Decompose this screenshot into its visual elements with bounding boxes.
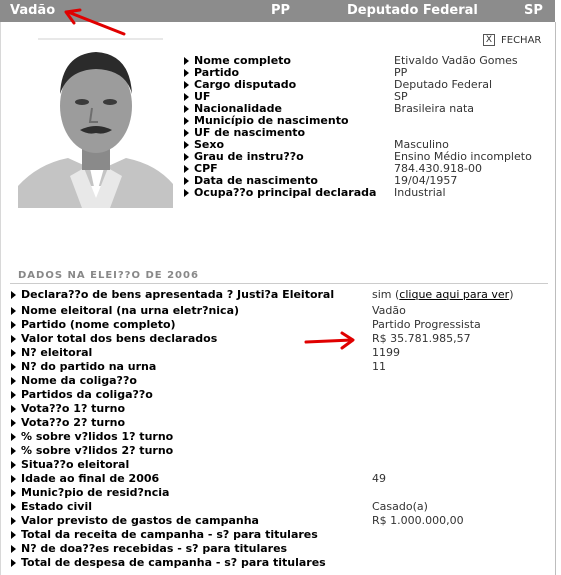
detail-label: Nome da coliga??o — [21, 374, 137, 387]
triangle-right-icon — [184, 93, 189, 101]
detail-value: R$ 1.000.000,00 — [372, 514, 464, 527]
close-button[interactable] — [483, 34, 541, 46]
triangle-right-icon — [11, 307, 16, 315]
triangle-right-icon — [184, 165, 189, 173]
detail-label: Total de despesa de campanha - s? para titulares — [21, 556, 326, 569]
detail-value — [372, 288, 514, 302]
profile-label: Data de nascimento — [194, 174, 318, 187]
section-divider — [10, 283, 548, 284]
detail-row — [11, 486, 169, 500]
profile-value: Ensino Médio incompleto — [394, 150, 532, 163]
section-title: DADOS NA ELEI??O DE 2006 — [18, 270, 199, 281]
triangle-right-icon — [11, 391, 16, 399]
triangle-right-icon — [184, 141, 189, 149]
detail-row — [11, 542, 287, 556]
triangle-right-icon — [11, 545, 16, 553]
detail-label: % sobre v?lidos 2? turno — [21, 444, 174, 457]
detail-row-declaration — [11, 288, 514, 302]
detail-row — [11, 374, 137, 388]
detail-value: Partido Progressista — [372, 318, 481, 331]
profile-value: Etivaldo Vadão Gomes — [394, 54, 518, 67]
profile-label: Nacionalidade — [194, 102, 282, 115]
profile-label: Sexo — [194, 138, 225, 151]
detail-label: Munic?pio de resid?ncia — [21, 486, 170, 499]
triangle-right-icon — [11, 363, 16, 371]
triangle-right-icon — [11, 349, 16, 357]
detail-label: Partidos da coliga??o — [21, 388, 153, 401]
triangle-right-icon — [11, 433, 16, 441]
profile-label: UF de nascimento — [194, 126, 306, 139]
detail-label: N? de doa??es recebidas - s? para titulares — [21, 542, 288, 555]
profile-value: Brasileira nata — [394, 102, 475, 115]
detail-label: Declara??o de bens apresentada ? Justi?a Eleitoral — [21, 288, 335, 301]
detail-row — [11, 472, 386, 486]
profile-label: Grau de instru??o — [194, 150, 304, 163]
triangle-right-icon — [11, 377, 16, 385]
detail-row — [11, 332, 471, 346]
detail-row — [11, 318, 481, 332]
triangle-right-icon — [184, 69, 189, 77]
detail-label: Idade ao final de 2006 — [21, 472, 160, 485]
profile-value: 784.430.918-00 — [394, 162, 482, 175]
detail-label: Vota??o 2? turno — [21, 416, 126, 429]
profile-label: Partido — [194, 66, 240, 79]
detail-row — [11, 346, 400, 360]
detail-row — [11, 556, 326, 570]
triangle-right-icon — [11, 461, 16, 469]
profile-label: UF — [194, 90, 211, 103]
detail-label: % sobre v?lidos 1? turno — [21, 430, 174, 443]
detail-row — [11, 360, 386, 374]
detail-value: 49 — [372, 472, 386, 485]
detail-label: Total da receita de campanha - s? para titulares — [21, 528, 318, 541]
detail-value: Casado(a) — [372, 500, 428, 513]
profile-value: Masculino — [394, 138, 449, 151]
detail-value: 11 — [372, 360, 386, 373]
triangle-right-icon — [11, 559, 16, 567]
detail-row — [11, 528, 318, 542]
profile-value: Industrial — [394, 186, 446, 199]
detail-label: Valor total dos bens declarados — [21, 332, 218, 345]
party-abbrev: PP — [271, 3, 291, 18]
triangle-right-icon — [11, 291, 16, 299]
triangle-right-icon — [11, 447, 16, 455]
detail-label: Situa??o eleitoral — [21, 458, 130, 471]
detail-row — [11, 514, 464, 528]
office-title: Deputado Federal — [347, 3, 478, 18]
profile-value: Deputado Federal — [394, 78, 493, 91]
detail-row — [11, 388, 153, 402]
profile-label: CPF — [194, 162, 218, 175]
triangle-right-icon — [11, 503, 16, 511]
profile-label: Município de nascimento — [194, 114, 349, 127]
detail-value: R$ 35.781.985,57 — [372, 332, 471, 345]
detail-value: 1199 — [372, 346, 400, 359]
triangle-right-icon — [11, 321, 16, 329]
detail-label: Nome eleitoral (na urna eletr?nica) — [21, 304, 240, 317]
profile-value: SP — [394, 90, 408, 103]
triangle-right-icon — [184, 105, 189, 113]
declaration-suffix: ) — [509, 288, 514, 301]
close-icon[interactable]: X — [483, 34, 495, 46]
triangle-right-icon — [184, 129, 189, 137]
candidate-name: Vadão — [10, 3, 56, 18]
view-declaration-link[interactable]: clique aqui para ver — [399, 288, 510, 301]
detail-value: Vadão — [372, 304, 406, 317]
state-abbrev: SP — [524, 3, 543, 18]
triangle-right-icon — [11, 335, 16, 343]
triangle-right-icon — [11, 475, 16, 483]
header-bar — [0, 0, 555, 22]
detail-label: Valor previsto de gastos de campanha — [21, 514, 259, 527]
profile-label: Cargo disputado — [194, 78, 297, 91]
triangle-right-icon — [11, 531, 16, 539]
triangle-right-icon — [11, 489, 16, 497]
detail-label: N? eleitoral — [21, 346, 93, 359]
triangle-right-icon — [11, 405, 16, 413]
profile-value: PP — [394, 66, 408, 79]
triangle-right-icon — [11, 517, 16, 525]
triangle-right-icon — [184, 57, 189, 65]
detail-row — [11, 430, 173, 444]
declaration-prefix: sim ( — [372, 288, 400, 301]
detail-row — [11, 444, 173, 458]
triangle-right-icon — [184, 153, 189, 161]
detail-label: Estado civil — [21, 500, 93, 513]
detail-row — [11, 402, 125, 416]
detail-label: N? do partido na urna — [21, 360, 157, 373]
detail-row — [11, 304, 406, 318]
triangle-right-icon — [184, 81, 189, 89]
profile-row — [184, 186, 446, 199]
triangle-right-icon — [184, 177, 189, 185]
close-label[interactable]: FECHAR — [501, 35, 542, 46]
detail-label: Partido (nome completo) — [21, 318, 176, 331]
triangle-right-icon — [184, 117, 189, 125]
profile-label: Nome completo — [194, 54, 291, 67]
triangle-right-icon — [184, 189, 189, 197]
candidate-photo — [18, 36, 173, 208]
detail-row — [11, 458, 129, 472]
triangle-right-icon — [11, 419, 16, 427]
profile-label: Ocupa??o principal declarada — [194, 186, 377, 199]
detail-label: Vota??o 1? turno — [21, 402, 126, 415]
profile-value: 19/04/1957 — [394, 174, 458, 187]
detail-row — [11, 416, 125, 430]
detail-row — [11, 500, 428, 514]
